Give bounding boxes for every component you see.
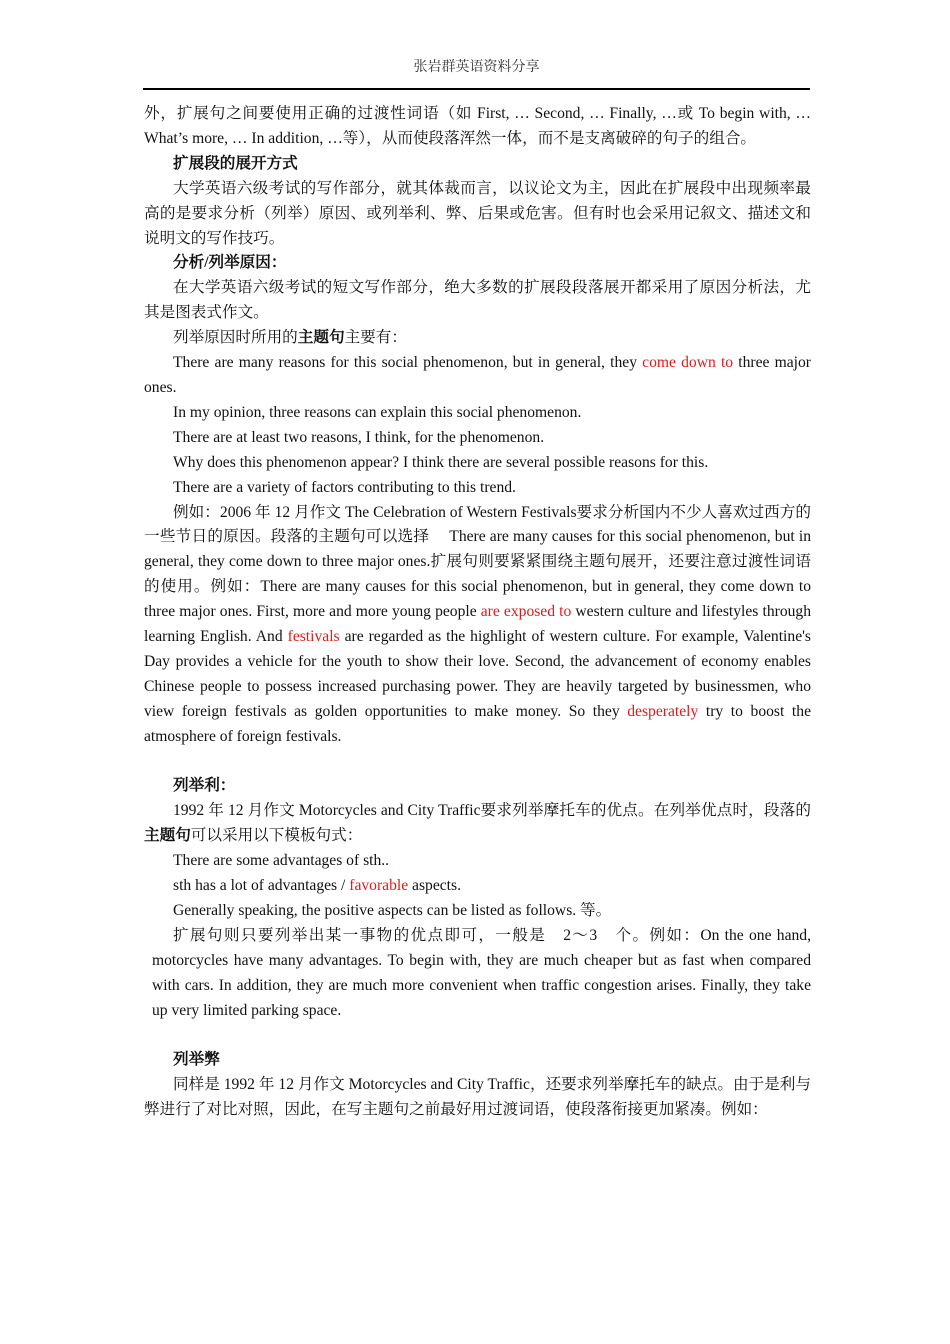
paragraph-intro: 大学英语六级考试的写作部分，就其体裁而言，以议论文为主，因此在扩展段中出现频率最高的是要求分析（列举）原因、或列举利、弊、后果或危害。但有时也会采用记叙文、描述文和说明文的写作技巧。 xyxy=(144,179,811,247)
template-sentence-2: sth has a lot of advantages / favorable aspects. xyxy=(173,877,461,895)
sentence-example-5: There are a variety of factors contributing to this trend. xyxy=(173,478,516,496)
highlight-phrase: favorable xyxy=(349,877,409,895)
paragraph-advantages-intro: 1992 年 12 月作文 Motorcycles and City Traffic要求列举摩托车的优点。在列举优点时，段落的主题句可以采用以下模板句式： xyxy=(144,802,811,845)
highlight-phrase: festivals xyxy=(287,628,340,646)
document-body xyxy=(144,102,811,1123)
sentence-example-2: In my opinion, three reasons can explain this social phenomenon. xyxy=(173,403,582,421)
heading-expansion-methods: 扩展段的展开方式 xyxy=(173,154,298,172)
paragraph-topic-sentences: 列举原因时所用的主题句主要有： xyxy=(173,329,407,347)
highlight-phrase: come down to xyxy=(642,354,734,372)
template-sentence-1: There are some advantages of sth.. xyxy=(173,852,390,870)
sentence-example-1: There are many reasons for this social phenomenon, but in general, they come down to three major ones. xyxy=(144,354,811,396)
header-divider xyxy=(143,88,810,90)
highlight-phrase: are exposed to xyxy=(480,603,572,621)
spacer xyxy=(144,1024,811,1049)
paragraph-disadvantages-intro: 同样是 1992 年 12 月作文 Motorcycles and City Traffic，还要求列举摩托车的缺点。由于是利与弊进行了对比对照，因此，在写主题句之前最好用过渡词语，使段落衔接更加紧凑。例如： xyxy=(144,1076,811,1119)
heading-analyze-reasons: 分析/列举原因： xyxy=(173,254,287,272)
paragraph-festival-example: 例如：2006 年 12 月作文 The Celebration of Western Festivals要求分析国内不少人喜欢过西方的一些节日的原因。段落的主题句可以选择 There are many causes for this social phenomenon, but in general, they come down to three major ones.扩展句则要紧紧围绕主题句展开，还要注意过渡性词语的使用。例如：There are many causes for this social phenomenon, but in general, they come down to three major ones. First, more and more young people are exposed to western culture and lifestyles through learning English. And festivals are regarded as the highlight of western culture. For example, Valentine's Day provides a vehicle for the youth to show their love. Second, the advancement of economy enables Chinese people to possess increased purchasing power. They are heavily targeted by businessmen, who view foreign festivals as golden opportunities to make money. So they desperately try to boost the atmosphere of foreign festivals. xyxy=(144,503,812,745)
template-sentence-3: Generally speaking, the positive aspects can be listed as follows. 等。 xyxy=(173,901,612,919)
sentence-example-3: There are at least two reasons, I think, for the phenomenon. xyxy=(173,428,545,446)
spacer xyxy=(144,750,811,775)
heading-disadvantages: 列举弊 xyxy=(173,1051,220,1069)
paragraph-reason-analysis: 在大学英语六级考试的短文写作部分，绝大多数的扩展段段落展开都采用了原因分析法，尤其是图表式作文。 xyxy=(144,279,811,322)
sentence-example-4: Why does this phenomenon appear? I think there are several possible reasons for this. xyxy=(173,453,709,471)
page-header: 张岩群英语资料分享 xyxy=(413,60,540,75)
highlight-phrase: desperately xyxy=(627,702,699,720)
paragraph-motorcycle-advantages: 扩展句则只要列举出某一事物的优点即可，一般是 2～3 个。例如：On the one hand, motorcycles have many advantages. To begin with, they are much cheaper but as fast when compared with cars. In addition, they are much more convenient when traffic congestion arises. Finally, they take up very limited parking space. xyxy=(152,926,811,1019)
heading-advantages: 列举利： xyxy=(173,777,236,795)
paragraph-transition: 外，扩展句之间要使用正确的过渡性词语（如 First, … Second, … Finally, …或 To begin with, … What’s more, … In addition, …等），从而使段落浑然一体，而不是支离破碎的句子的组合。 xyxy=(144,105,811,147)
